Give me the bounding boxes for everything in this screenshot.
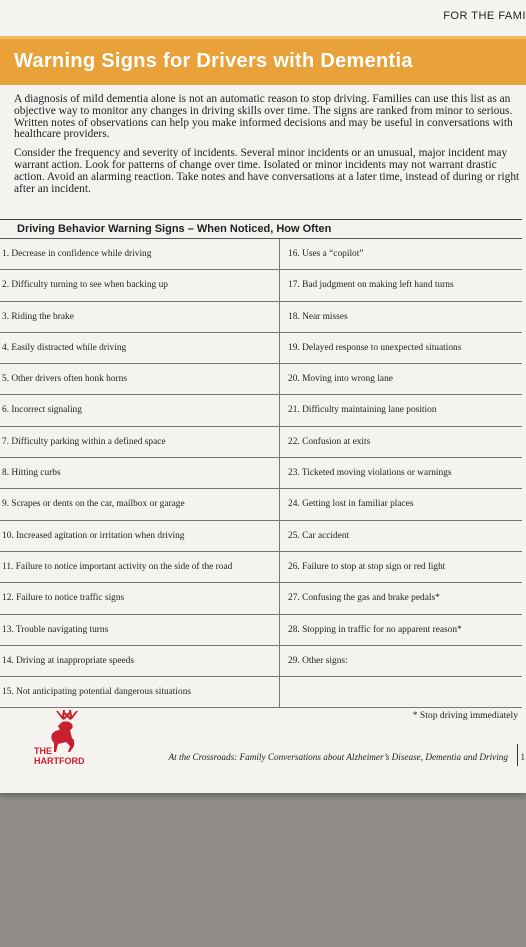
table-row [0,552,522,583]
sign-item-right: 25. Car accident [288,530,350,541]
sign-item-left: 4. Easily distracted while driving [0,333,280,363]
sign-item-right: 27. Confusing the gas and brake pedals* [288,593,440,604]
sign-item-right: 20. Moving into wrong lane [288,374,393,385]
sign-item-left: 13. Trouble navigating turns [0,615,280,645]
page-number: 1 [520,752,525,762]
sign-item-right: 29. Other signs: [288,655,348,666]
title-banner [0,36,526,85]
table-row [0,333,522,364]
table-row [0,427,522,458]
table-row [0,677,522,708]
footnote: * Stop driving immediately [412,710,518,721]
warning-signs-table [0,219,522,708]
page-title: Warning Signs for Drivers with Dementia [14,50,413,72]
table-heading: Driving Behavior Warning Signs – When Noticed, How Often [0,220,522,239]
sign-item-left: 2. Difficulty turning to see when backing up [0,270,280,300]
sign-item-left: 7. Difficulty parking within a defined space [0,427,280,457]
page-divider [517,744,518,766]
table-row [0,489,522,520]
sign-item-right: 21. Difficulty maintaining lane position [288,405,437,416]
sign-item-right: 17. Bad judgment on making left hand turns [288,280,454,291]
footer-title: At the Crossroads: Family Conversations about Alzheimer’s Disease, Dementia and Driving [168,752,508,762]
table-body [0,239,522,708]
sign-item-right: 18. Near misses [288,311,348,322]
table-row [0,458,522,489]
sign-item-left: 1. Decrease in confidence while driving [0,239,280,269]
sign-item-left: 3. Riding the brake [0,302,280,332]
table-row [0,615,522,646]
sign-item-left: 6. Incorrect signaling [0,395,280,425]
table-row [0,239,522,270]
sign-item-right: 28. Stopping in traffic for no apparent reason* [288,624,462,635]
sign-item-right: 16. Uses a “copilot” [288,249,364,259]
sign-item-left: 5. Other drivers often honk horns [0,364,280,394]
sign-item-left: 12. Failure to notice traffic signs [0,583,280,613]
table-row [0,583,522,614]
sign-item-left: 11. Failure to notice important activity on the side of the road [0,552,280,582]
table-row [0,270,522,301]
logo-line-2: HARTFORD [34,755,85,766]
intro-paragraph-2: Consider the frequency and severity of incidents. Several minor incidents or an unusual, major incident may warrant action. Look for patterns of change over time. Isolated or minor incidents may not warrant drastic action. Avoid an alarming reaction. Take notes and have conversations at a later time, instead of during or right after an incident. [14,147,520,195]
table-row [0,521,522,552]
intro-paragraph-1: A diagnosis of mild dementia alone is not an automatic reason to stop driving. Families can use this list as an objective way to monitor any changes in driving skills over time. The signs are ranked from minor to serious. Written notes of observations can help you make informed decisions and may be useful in conversations with healthcare providers. [14,93,513,141]
table-row [0,364,522,395]
table-row [0,302,522,333]
running-head: FOR THE FAMI [443,10,526,22]
intro-text [14,94,520,202]
sign-item-left: 14. Driving at inappropriate speeds [0,646,280,676]
sign-item-left: 10. Increased agitation or irritation when driving [0,521,280,551]
logo-line-1: THE [34,746,52,756]
sign-item-left: 8. Hitting curbs [0,458,280,488]
sign-item-right: 26. Failure to stop at stop sign or red light [288,561,446,572]
sign-item-left: 9. Scrapes or dents on the car, mailbox or garage [0,489,280,519]
sign-item-right: 19. Delayed response to unexpected situations [288,342,462,353]
sign-item-right: 24. Getting lost in familiar places [288,499,414,510]
sign-item-right [280,677,522,707]
sign-item-left: 15. Not anticipating potential dangerous situations [0,677,280,707]
sign-item-right: 22. Confusion at exits [288,436,371,447]
table-row [0,395,522,426]
logo-wordmark [34,747,85,766]
sign-item-right: 23. Ticketed moving violations or warnings [288,468,452,479]
table-row [0,646,522,677]
